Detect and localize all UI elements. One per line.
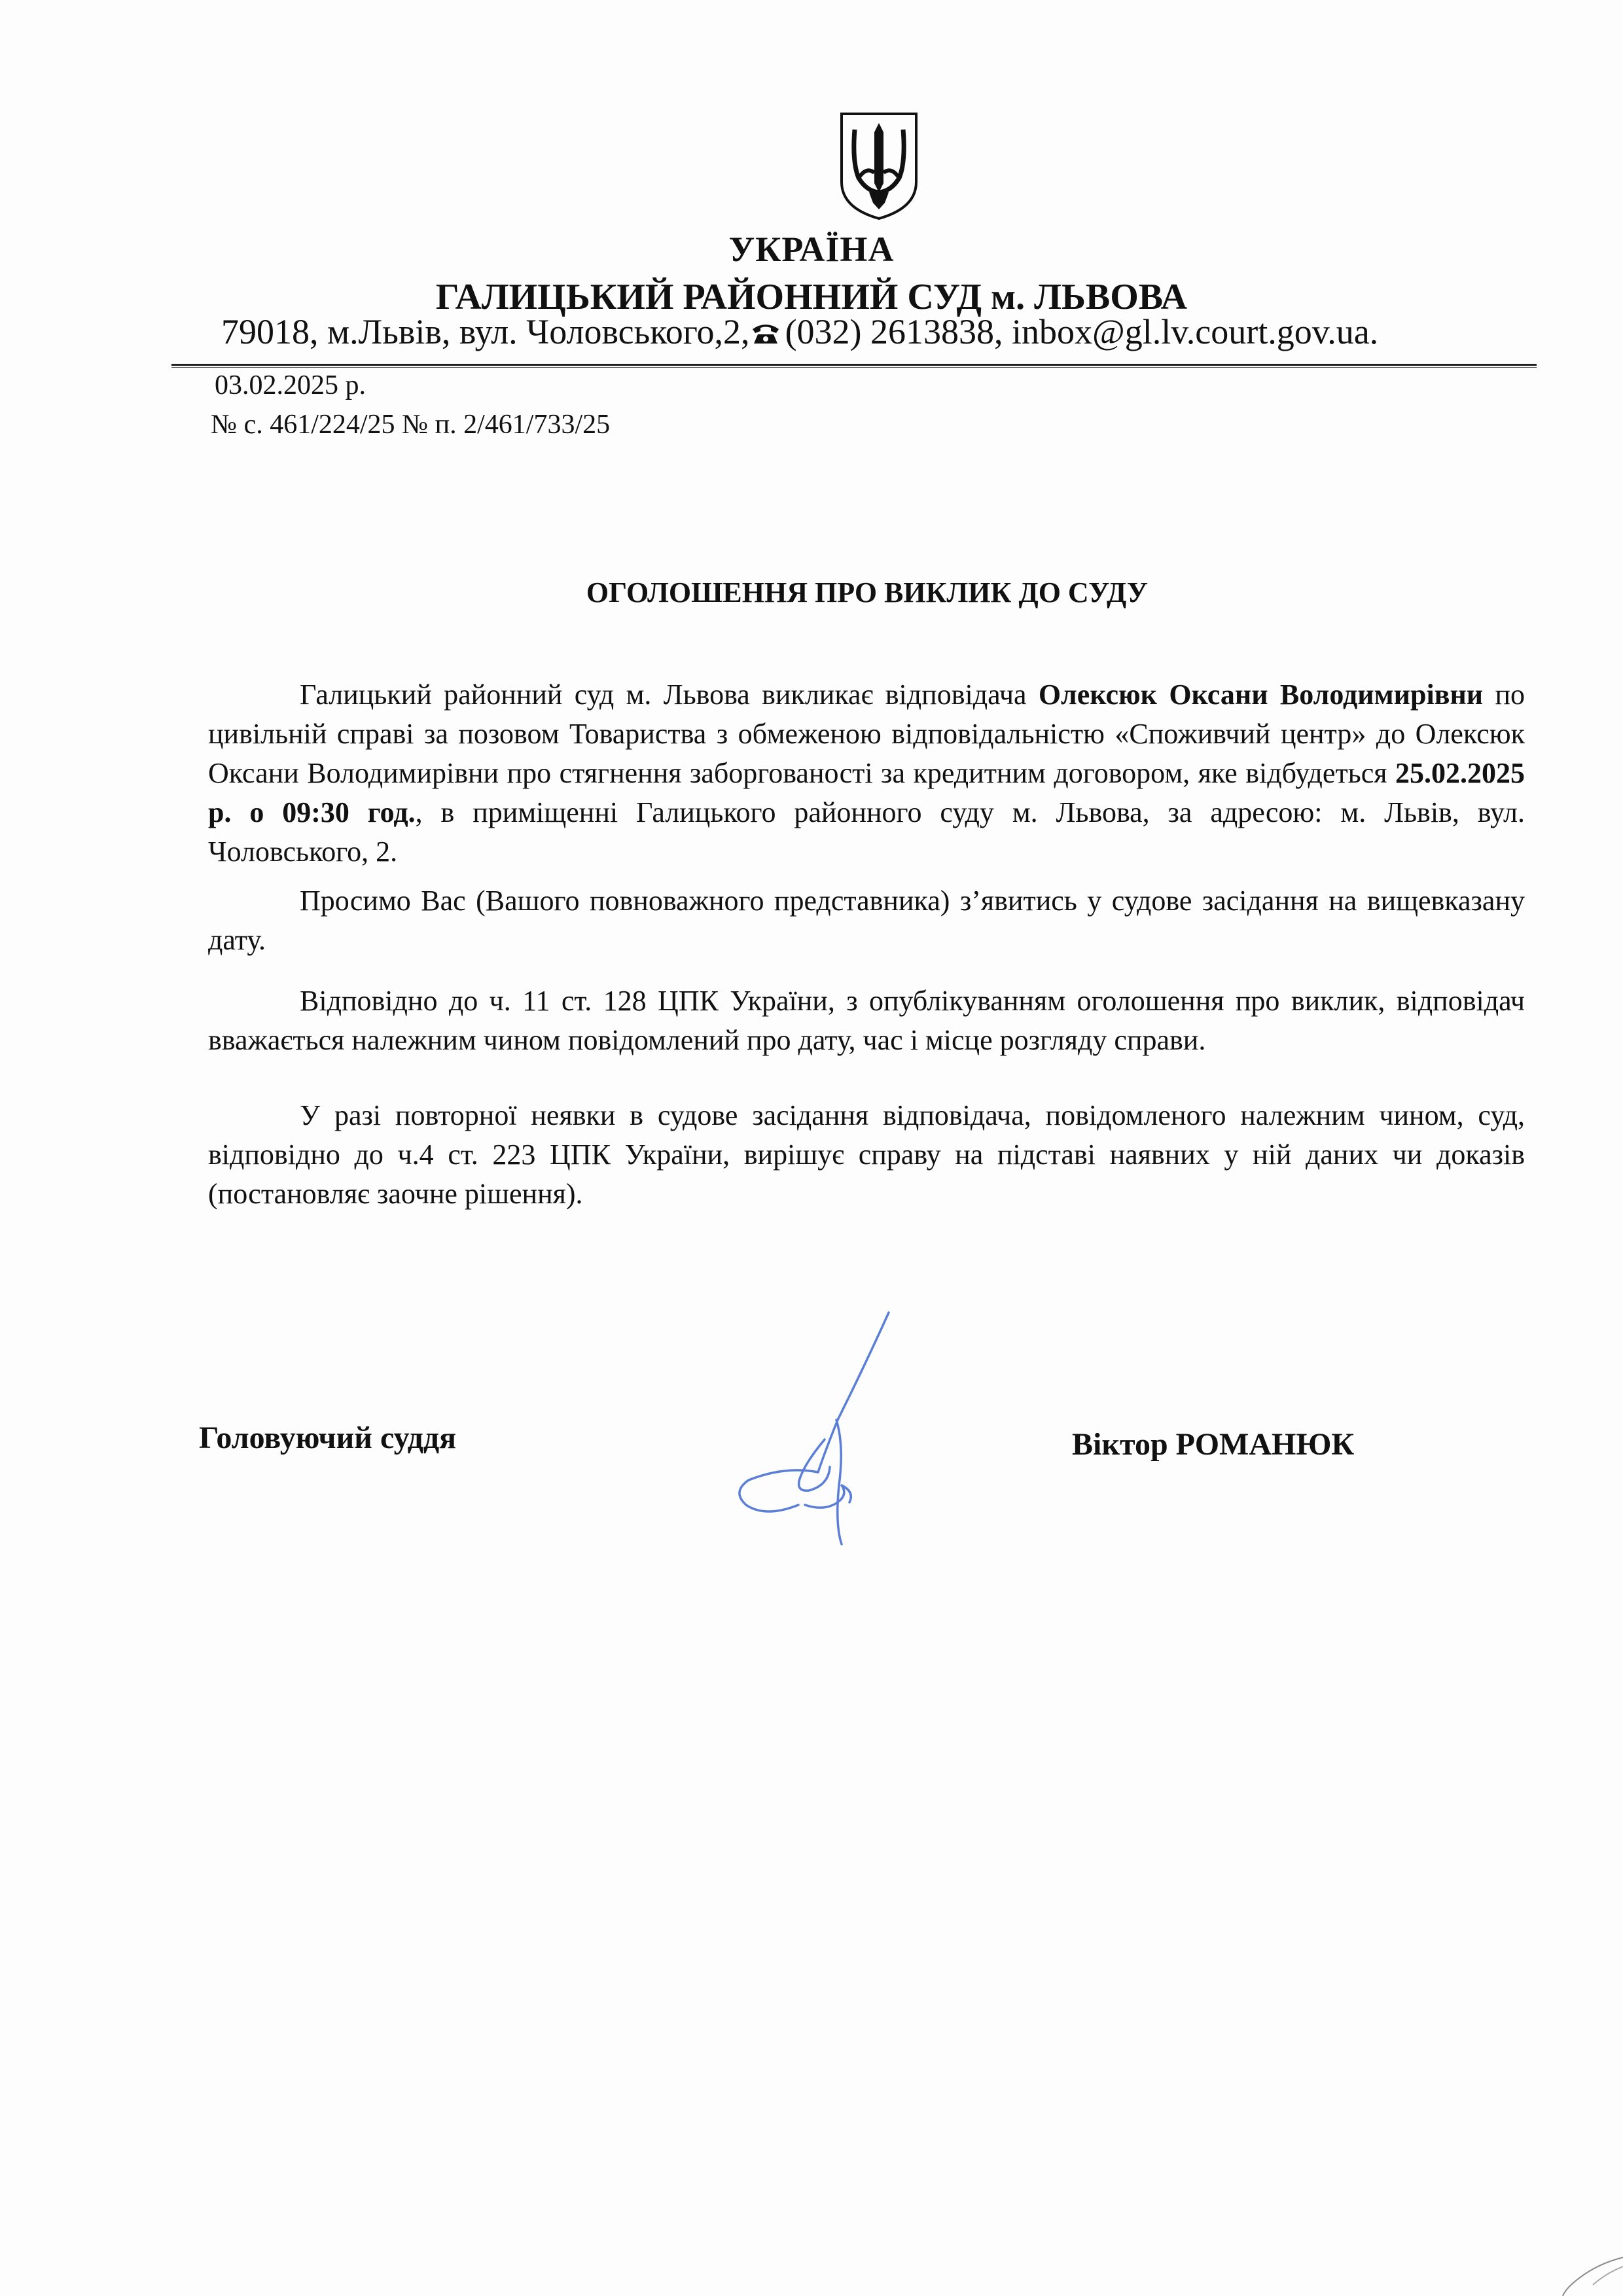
address-text: 79018, м.Львів, вул. Чоловського,2,: [221, 312, 750, 351]
court-name-heading: ГАЛИЦЬКИЙ РАЙОННИЙ СУД м. ЛЬВОВА: [435, 277, 1188, 317]
page-corner-mark: [1551, 2251, 1623, 2296]
paragraph-summons: [208, 675, 1525, 872]
defendant-name: Олексюк Оксани Володимирівни: [1038, 679, 1484, 711]
country-heading: УКРАЇНА: [728, 230, 895, 269]
header-divider: [171, 364, 1537, 366]
paragraph-consequences: [208, 1096, 1525, 1214]
handwritten-signature: [726, 1309, 923, 1570]
court-address: [221, 311, 1378, 352]
summons-text-start: Галицький районний суд м. Львова викликає відповідача: [300, 679, 1039, 711]
request-text: Просимо Вас (Вашого повноважного представника) з’явитись у судове засідання на вищевказану дату.: [208, 885, 1525, 956]
judge-name: Віктор РОМАНЮК: [1072, 1427, 1355, 1462]
hearing-datetime: 25.02.2025 р. о 09:30 год.: [208, 757, 1525, 828]
paragraph-legal-basis: [208, 981, 1525, 1060]
consequences-text: У разі повторної неявки в судове засідання відповідача, повідомленого належним чином, суд, відповідно до ч.4 ст. 223 ЦПК України, вирішує справу на підставі наявних у ній даних чи доказів (постановляє заочне рішення).: [208, 1099, 1525, 1210]
header-divider-thin: [171, 367, 1537, 368]
document-title: ОГОЛОШЕННЯ ПРО ВИКЛИК ДО СУДУ: [586, 576, 1149, 609]
paragraph-request: [208, 881, 1525, 960]
summons-text-middle: по цивільній справі за позовом Товариства з обмеженою відповідальністю «Споживчий центр» до Олексюк Оксани Володимирівни про стягнення заборгованості за кредитним договором, яке відбудеться: [208, 679, 1525, 789]
summons-text-end: , в приміщенні Галицького районного суду м. Львова, за адресою: м. Львів, вул. Чоловського, 2.: [208, 796, 1525, 868]
phone-number: (032) 2613838: [785, 312, 995, 351]
telephone-icon: [751, 323, 780, 345]
judge-role-label: Головуючий суддя: [199, 1421, 457, 1455]
legal-basis-text: Відповідно до ч. 11 ст. 128 ЦПК України, з опублікуванням оголошення про виклик, відповідач вважається належним чином повідомлений про дату, час і місце розгляду справи.: [208, 985, 1525, 1056]
document-date: 03.02.2025 р.: [215, 370, 366, 400]
case-number: № с. 461/224/25 № п. 2/461/733/25: [211, 410, 611, 440]
court-email: , inbox@gl.lv.court.gov.ua.: [994, 312, 1379, 351]
trident-emblem-icon: [836, 110, 921, 221]
